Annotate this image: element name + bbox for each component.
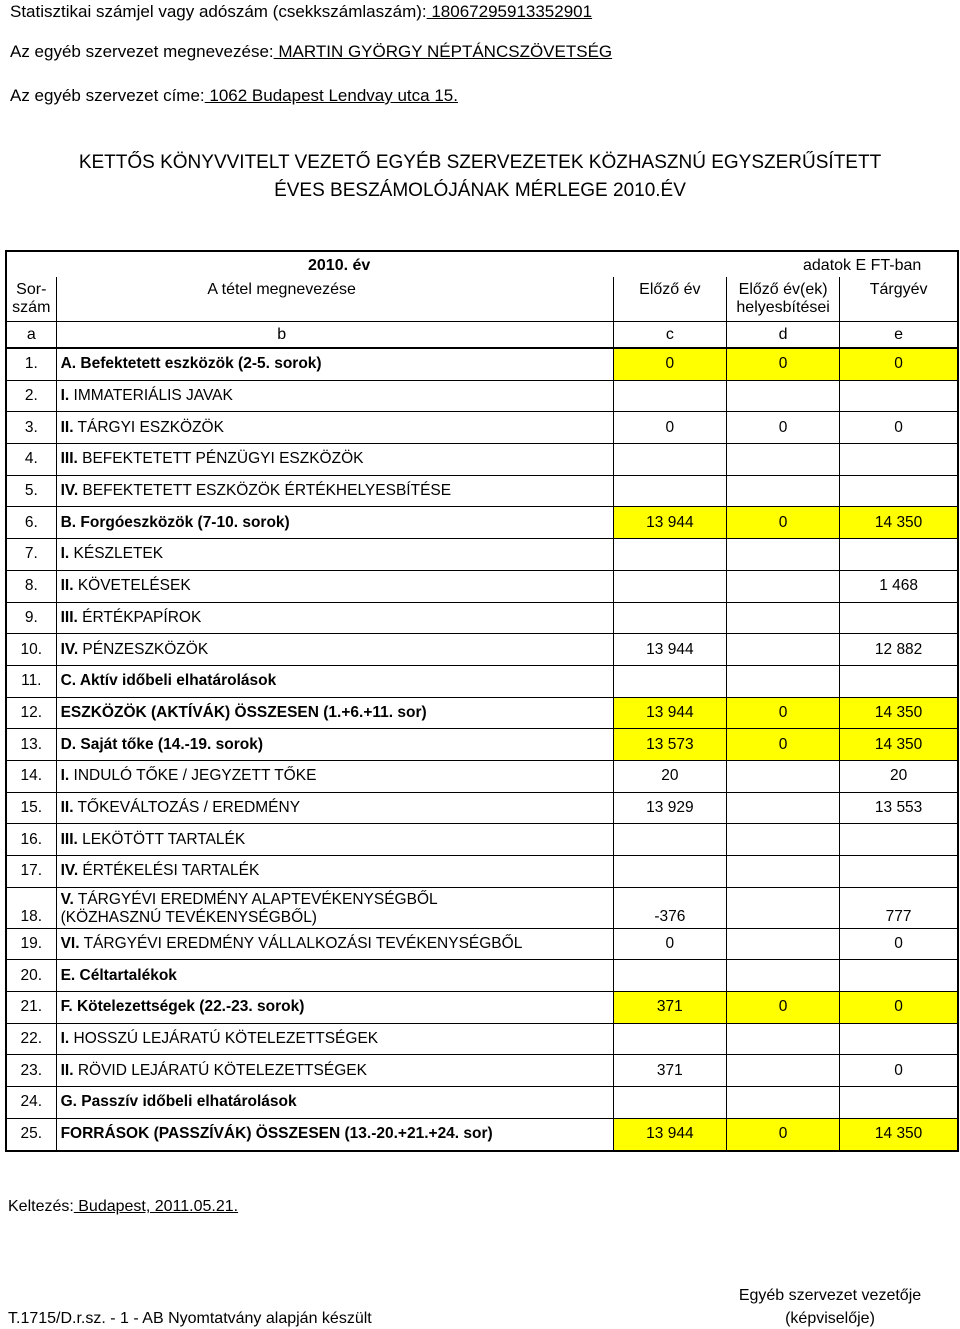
value-d	[726, 380, 839, 412]
table-row	[6, 792, 958, 824]
table-row	[6, 960, 958, 992]
table-row	[6, 1023, 958, 1055]
table-row	[6, 760, 958, 792]
row-number: 12.	[6, 697, 56, 729]
row-name: BEFEKTETETT PÉNZÜGYI ESZKÖZÖK	[77, 450, 364, 468]
value-e	[840, 1023, 958, 1055]
org-name-value: MARTIN GYÖRGY NÉPTÁNCSZÖVETSÉG	[273, 42, 613, 61]
letter-b: b	[56, 322, 613, 349]
table-row	[6, 444, 958, 476]
table-row	[6, 348, 958, 380]
row-number: 7.	[6, 539, 56, 571]
row-number: 20.	[6, 960, 56, 992]
row-number: 8.	[6, 570, 56, 602]
value-c	[613, 475, 726, 507]
value-e	[840, 856, 958, 888]
row-prefix: IV.	[60, 862, 79, 880]
table-row	[6, 1118, 958, 1150]
value-d	[726, 570, 839, 602]
row-number: 24.	[6, 1087, 56, 1119]
table-row	[6, 1055, 958, 1087]
table-row	[6, 887, 958, 928]
value-c	[613, 1023, 726, 1055]
value-d	[726, 602, 839, 634]
value-c: 13 944	[613, 507, 726, 539]
value-e	[840, 824, 958, 856]
row-name: TŐKEVÁLTOZÁS / EREDMÉNY	[73, 798, 301, 816]
row-label	[56, 856, 613, 888]
value-c: 0	[613, 348, 726, 380]
org-name-label: Az egyéb szervezet megnevezése:	[10, 42, 274, 61]
value-d	[726, 444, 839, 476]
col-d-label-1: Előző év(ek)	[726, 277, 839, 299]
row-prefix: F.	[60, 998, 73, 1016]
letter-c: c	[613, 322, 726, 349]
doc-title-line2: ÉVES BESZÁMOLÓJÁNAK MÉRLEGE 2010.ÉV	[274, 180, 686, 201]
header-row-spacer	[6, 251, 958, 277]
row-prefix: I.	[60, 545, 70, 563]
letter-d: d	[726, 322, 839, 349]
table-row	[6, 634, 958, 666]
row-prefix: A.	[60, 355, 77, 373]
row-name: KÖVETELÉSEK	[73, 577, 191, 595]
value-c: 0	[613, 928, 726, 960]
value-c	[613, 444, 726, 476]
row-number: 14.	[6, 760, 56, 792]
table-row	[6, 928, 958, 960]
row-name: ESZKÖZÖK (AKTÍVÁK) ÖSSZESEN (1.+6.+11. sor)	[60, 703, 427, 721]
col-e-label: Tárgyév	[840, 277, 958, 299]
row-label	[56, 412, 613, 444]
value-e	[840, 1087, 958, 1119]
row-name: TÁRGYI ESZKÖZÖK	[73, 418, 224, 436]
row-prefix: III.	[60, 450, 78, 468]
row-number: 3.	[6, 412, 56, 444]
org-address-value: 1062 Budapest Lendvay utca 15.	[204, 86, 458, 105]
row-prefix: III.	[60, 608, 78, 626]
row-label	[56, 792, 613, 824]
value-d: 0	[726, 992, 839, 1024]
table-row	[6, 570, 958, 602]
value-e	[840, 444, 958, 476]
row-number: 16.	[6, 824, 56, 856]
row-prefix: C.	[60, 672, 77, 690]
value-c: 13 944	[613, 634, 726, 666]
value-e: 14 350	[840, 507, 958, 539]
row-number: 9.	[6, 602, 56, 634]
value-e: 12 882	[840, 634, 958, 666]
value-d	[726, 634, 839, 666]
unit-label: adatok E FT-ban	[803, 257, 922, 274]
row-name: RÖVID LEJÁRATÚ KÖTELEZETTSÉGEK	[73, 1061, 367, 1079]
row-name: TÁRGYÉVI EREDMÉNY ALAPTEVÉKENYSÉGBŐL	[73, 890, 438, 908]
row-label	[56, 887, 613, 928]
table-row	[6, 380, 958, 412]
value-c: 13 929	[613, 792, 726, 824]
value-d: 0	[726, 348, 839, 380]
doc-title-line1: KETTŐS KÖNYVVITELT VEZETŐ EGYÉB SZERVEZETEK KÖZHASZNÚ EGYSZERŰSÍTETT	[78, 152, 882, 173]
value-c	[613, 665, 726, 697]
table-row	[6, 507, 958, 539]
value-c: 20	[613, 760, 726, 792]
row-label	[56, 824, 613, 856]
date-line	[8, 1198, 238, 1216]
value-d	[726, 887, 839, 928]
row-prefix: IV.	[60, 482, 79, 500]
row-label	[56, 697, 613, 729]
row-label	[56, 665, 613, 697]
row-name: BEFEKTETETT ESZKÖZÖK ÉRTÉKHELYESBÍTÉSE	[78, 482, 452, 500]
table-row	[6, 412, 958, 444]
value-c	[613, 1087, 726, 1119]
value-c	[613, 570, 726, 602]
value-c	[613, 380, 726, 412]
col-a-label-1: Sor-	[16, 281, 47, 298]
row-number: 19.	[6, 928, 56, 960]
date-label: Keltezés:	[8, 1198, 74, 1215]
value-e	[840, 380, 958, 412]
row-name: LEKÖTÖTT TARTALÉK	[77, 830, 246, 848]
value-c: 13 573	[613, 729, 726, 761]
letter-e: e	[840, 322, 958, 349]
row-name: Kötelezettségek (22.-23. sorok)	[72, 998, 305, 1016]
row-label	[56, 992, 613, 1024]
row-label	[56, 570, 613, 602]
row-number: 6.	[6, 507, 56, 539]
col-c-label: Előző év	[613, 277, 726, 299]
value-d: 0	[726, 1118, 839, 1150]
row-prefix: III.	[60, 830, 78, 848]
row-label	[56, 1118, 613, 1150]
row-prefix: VI.	[60, 935, 80, 953]
value-e: 0	[840, 1055, 958, 1087]
row-name: ÉRTÉKPAPÍROK	[77, 608, 202, 626]
row-name: ÉRTÉKELÉSI TARTALÉK	[78, 862, 260, 880]
row-name: KÉSZLETEK	[69, 545, 164, 563]
table-row	[6, 475, 958, 507]
value-d	[726, 824, 839, 856]
row-prefix: V.	[60, 890, 74, 908]
value-d	[726, 1055, 839, 1087]
row-prefix: I.	[60, 767, 70, 785]
row-label	[56, 380, 613, 412]
row-label	[56, 348, 613, 380]
row-label	[56, 928, 613, 960]
row-prefix: I.	[60, 387, 70, 405]
row-number: 1.	[6, 348, 56, 380]
value-e: 13 553	[840, 792, 958, 824]
row-number: 4.	[6, 444, 56, 476]
row-name: Forgóeszközök (7-10. sorok)	[76, 513, 290, 531]
value-e: 0	[840, 928, 958, 960]
row-prefix: I.	[60, 1030, 70, 1048]
value-d	[726, 856, 839, 888]
value-c	[613, 960, 726, 992]
row-label	[56, 507, 613, 539]
row-name: PÉNZESZKÖZÖK	[78, 640, 209, 658]
value-e: 14 350	[840, 1118, 958, 1150]
value-e	[840, 602, 958, 634]
row-number: 18.	[6, 887, 56, 928]
row-label	[56, 1087, 613, 1119]
value-e	[840, 539, 958, 571]
value-d: 0	[726, 507, 839, 539]
signature-subtitle: (képviselője)	[785, 1310, 875, 1327]
row-label	[56, 1055, 613, 1087]
org-address-line	[10, 86, 458, 106]
row-prefix: II.	[60, 577, 74, 595]
row-label	[56, 602, 613, 634]
row-prefix: II.	[60, 418, 74, 436]
row-label	[56, 1023, 613, 1055]
table-row	[6, 539, 958, 571]
value-d	[726, 665, 839, 697]
row-name: Passzív időbeli elhatárolások	[76, 1093, 297, 1111]
tax-number-label: Statisztikai számjel vagy adószám (csekkszámlaszám):	[10, 2, 427, 21]
table-row	[6, 992, 958, 1024]
org-address-label: Az egyéb szervezet címe:	[10, 86, 205, 105]
value-d	[726, 1087, 839, 1119]
table-row	[6, 602, 958, 634]
row-prefix: D.	[60, 735, 77, 753]
value-e	[840, 665, 958, 697]
row-number: 10.	[6, 634, 56, 666]
row-number: 11.	[6, 665, 56, 697]
tax-number-line	[10, 2, 592, 22]
value-d	[726, 760, 839, 792]
row-prefix: IV.	[60, 640, 79, 658]
value-c: 13 944	[613, 697, 726, 729]
table-row	[6, 1087, 958, 1119]
col-d-label-2: helyesbítései	[726, 299, 839, 322]
value-c	[613, 602, 726, 634]
row-name: INDULÓ TŐKE / JEGYZETT TŐKE	[69, 767, 317, 785]
value-e: 0	[840, 348, 958, 380]
row-prefix: E.	[60, 966, 76, 984]
row-name: FORRÁSOK (PASSZÍVÁK) ÖSSZESEN (13.-20.+21.+24. sor)	[60, 1125, 493, 1143]
value-e: 14 350	[840, 697, 958, 729]
table-row	[6, 697, 958, 729]
value-e	[840, 960, 958, 992]
row-label	[56, 960, 613, 992]
row-name: Aktív időbeli elhatárolások	[76, 672, 277, 690]
row-name: Saját tőke (14.-19. sorok)	[76, 735, 264, 753]
tax-number-value: 18067295913352901	[426, 2, 593, 21]
row-number: 22.	[6, 1023, 56, 1055]
row-label	[56, 475, 613, 507]
row-name-line2: (KÖZHASZNÚ TEVÉKENYSÉGBŐL)	[60, 908, 317, 926]
col-b-label: A tétel megnevezése	[56, 277, 613, 299]
value-c: 371	[613, 992, 726, 1024]
header-row-1	[6, 277, 958, 299]
value-e: 0	[840, 992, 958, 1024]
value-d	[726, 792, 839, 824]
value-d: 0	[726, 412, 839, 444]
table-row	[6, 856, 958, 888]
col-a-label-2: szám	[12, 299, 51, 316]
row-prefix: G.	[60, 1093, 77, 1111]
form-note: T.1715/D.r.sz. - 1 - AB Nyomtatvány alapján készült	[8, 1310, 372, 1327]
balance-sheet-table	[5, 250, 959, 1152]
value-e: 777	[840, 887, 958, 928]
value-d: 0	[726, 697, 839, 729]
row-label	[56, 444, 613, 476]
row-name: TÁRGYÉVI EREDMÉNY VÁLLALKOZÁSI TEVÉKENYSÉGBŐL	[79, 935, 523, 953]
value-c: 0	[613, 412, 726, 444]
table-row	[6, 824, 958, 856]
table-row	[6, 665, 958, 697]
row-number: 17.	[6, 856, 56, 888]
value-d	[726, 539, 839, 571]
value-d: 0	[726, 729, 839, 761]
date-value: Budapest, 2011.05.21.	[73, 1198, 239, 1215]
row-label	[56, 634, 613, 666]
report-year: 2010. év	[308, 257, 371, 274]
row-label	[56, 760, 613, 792]
value-e: 20	[840, 760, 958, 792]
value-d	[726, 1023, 839, 1055]
value-e: 0	[840, 412, 958, 444]
row-prefix: B.	[60, 513, 77, 531]
value-e: 14 350	[840, 729, 958, 761]
row-name: IMMATERIÁLIS JAVAK	[69, 387, 233, 405]
row-number: 25.	[20, 1125, 43, 1143]
value-c: -376	[613, 887, 726, 928]
row-number: 21.	[6, 992, 56, 1024]
value-e: 1 468	[840, 570, 958, 602]
value-d	[726, 960, 839, 992]
value-c	[613, 824, 726, 856]
org-name-line	[10, 42, 612, 62]
row-label	[56, 539, 613, 571]
row-name: Befektetett eszközök (2-5. sorok)	[76, 355, 322, 373]
value-c: 13 944	[613, 1118, 726, 1150]
row-number: 2.	[6, 380, 56, 412]
letter-a: a	[6, 322, 56, 349]
row-number: 15.	[6, 792, 56, 824]
row-prefix: II.	[60, 798, 74, 816]
value-c: 371	[613, 1055, 726, 1087]
row-number: 5.	[6, 475, 56, 507]
signature-title: Egyéb szervezet vezetője	[738, 1287, 922, 1304]
value-c	[613, 856, 726, 888]
table-row	[6, 729, 958, 761]
row-name: HOSSZÚ LEJÁRATÚ KÖTELEZETTSÉGEK	[69, 1030, 379, 1048]
row-label	[56, 729, 613, 761]
value-d	[726, 928, 839, 960]
row-number: 23.	[6, 1055, 56, 1087]
value-c	[613, 539, 726, 571]
value-d	[726, 475, 839, 507]
value-e	[840, 475, 958, 507]
row-number: 13.	[6, 729, 56, 761]
row-prefix: II.	[60, 1061, 74, 1079]
row-name: Céltartalékok	[75, 966, 177, 984]
header-letters-row	[6, 322, 958, 349]
header-row-2	[6, 299, 958, 322]
